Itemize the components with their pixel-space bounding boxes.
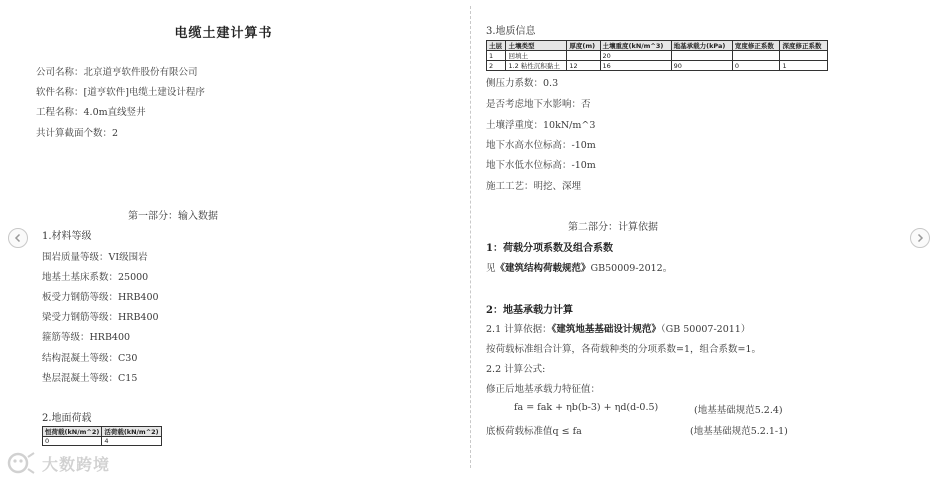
part2-heading: 第二部分：计算依据 bbox=[568, 222, 658, 233]
material-line: 地基土基床系数：25000 bbox=[42, 272, 149, 283]
table-cell: 回填土 bbox=[506, 51, 567, 61]
table-row bbox=[487, 61, 828, 71]
table-row bbox=[487, 51, 828, 61]
geo-table bbox=[486, 40, 828, 71]
load-table-header: 活荷载(kN/m^2) bbox=[102, 427, 161, 437]
geo-table-header: 土层 bbox=[487, 41, 506, 51]
geo-line: 地下水低水位标高：-10m bbox=[486, 160, 596, 171]
load-heading: 2.地面荷载 bbox=[42, 413, 92, 424]
table-cell: 12 bbox=[567, 61, 600, 71]
table-cell: 4 bbox=[102, 437, 161, 446]
table-cell: 1 bbox=[487, 51, 506, 61]
geo-line: 土壤浮重度：10kN/m^3 bbox=[486, 120, 596, 131]
formula-main-ref: (地基基础规范5.2.4) bbox=[694, 405, 783, 416]
watermark-logo-icon bbox=[6, 451, 36, 475]
geo-heading: 3.地质信息 bbox=[486, 26, 536, 37]
load-basis-code: 《建筑结构荷载规范》 bbox=[495, 263, 591, 274]
materials-heading: 1.材料等级 bbox=[42, 231, 92, 242]
table-cell: 20 bbox=[600, 51, 671, 61]
formula-check: 底板荷载标准值q ≤ fa bbox=[486, 426, 582, 437]
sections-count: 共计算截面个数：2 bbox=[36, 128, 119, 139]
load-table-header: 恒荷载(kN/m^2) bbox=[43, 427, 102, 437]
table-cell bbox=[780, 51, 828, 61]
formula-main: fa = fak + ηb(b-3) + ηd(d-0.5) bbox=[514, 402, 659, 413]
table-cell: 2 bbox=[487, 61, 506, 71]
geo-table-header: 深度修正系数 bbox=[780, 41, 828, 51]
material-line: 板受力钢筋等级：HRB400 bbox=[42, 292, 159, 303]
chevron-right-icon bbox=[915, 233, 925, 243]
geo-table-header: 土壤重度(kN/m^3) bbox=[600, 41, 671, 51]
geo-line: 地下水高水位标高：-10m bbox=[486, 140, 596, 151]
table-cell bbox=[567, 51, 600, 61]
geo-table-header: 宽度修正系数 bbox=[732, 41, 780, 51]
load-basis-line bbox=[486, 260, 672, 274]
geo-table-header: 厚度(m) bbox=[567, 41, 600, 51]
chevron-left-icon bbox=[13, 233, 23, 243]
bearing-basis-line bbox=[486, 321, 750, 335]
table-cell: 90 bbox=[671, 61, 732, 71]
prev-page-button[interactable] bbox=[8, 228, 28, 248]
page-divider bbox=[470, 6, 471, 468]
bearing-basis-code: 《建筑地基基础设计规范》 bbox=[551, 324, 661, 335]
bearing-basis-suffix: （GB 50007-2011） bbox=[660, 324, 751, 335]
table-cell: 1.2 粘性沉积黏土 bbox=[506, 61, 567, 71]
next-page-button[interactable] bbox=[910, 228, 930, 248]
table-row bbox=[43, 437, 162, 446]
geo-line: 施工工艺：明挖、深埋 bbox=[486, 181, 582, 192]
project-name: 工程名称：4.0m直线竖井 bbox=[36, 107, 146, 118]
right-page bbox=[484, 0, 904, 484]
material-line: 围岩质量等级：VI级围岩 bbox=[42, 252, 148, 263]
table-cell bbox=[671, 51, 732, 61]
material-line: 箍筋等级：HRB400 bbox=[42, 332, 131, 343]
table-cell: 0 bbox=[732, 61, 780, 71]
formula-heading: 2.2 计算公式: bbox=[486, 364, 546, 375]
material-line: 垫层混凝土等级：C15 bbox=[42, 373, 138, 384]
software-name: 软件名称：[道亨软件]电缆土建设计程序 bbox=[36, 87, 205, 98]
table-cell: 0 bbox=[43, 437, 102, 446]
geo-table-header: 土壤类型 bbox=[506, 41, 567, 51]
load-basis-heading: 1：荷载分项系数及组合系数 bbox=[486, 243, 613, 254]
bearing-heading: 2：地基承载力计算 bbox=[486, 305, 573, 316]
material-line: 梁受力钢筋等级：HRB400 bbox=[42, 312, 159, 323]
table-cell: 1 bbox=[780, 61, 828, 71]
table-cell bbox=[732, 51, 780, 61]
formula-description: 修正后地基承载力特征值： bbox=[486, 384, 601, 395]
geo-line: 是否考虑地下水影响：否 bbox=[486, 99, 591, 110]
load-basis-prefix: 见 bbox=[486, 263, 496, 274]
left-page bbox=[36, 0, 460, 484]
watermark bbox=[6, 451, 110, 475]
geo-table-header: 地基承载力(kPa) bbox=[671, 41, 732, 51]
bearing-note: 按荷载标准组合计算，各荷载种类的分项系数=1，组合系数=1。 bbox=[486, 344, 762, 355]
part1-heading: 第一部分：输入数据 bbox=[128, 211, 218, 222]
formula-check-ref: (地基基础规范5.2.1-1) bbox=[690, 426, 788, 437]
table-cell: 16 bbox=[600, 61, 671, 71]
watermark-text: 大数跨境 bbox=[42, 454, 111, 474]
material-line: 结构混凝土等级：C30 bbox=[42, 353, 138, 364]
geo-line: 侧压力系数：0.3 bbox=[486, 78, 559, 89]
load-basis-suffix: GB50009-2012。 bbox=[590, 263, 673, 274]
document-title: 电缆土建计算书 bbox=[174, 26, 273, 41]
load-table bbox=[42, 426, 162, 446]
bearing-basis-prefix: 2.1 计算依据： bbox=[486, 324, 552, 335]
company-name: 公司名称：北京道亨软件股份有限公司 bbox=[36, 67, 198, 78]
